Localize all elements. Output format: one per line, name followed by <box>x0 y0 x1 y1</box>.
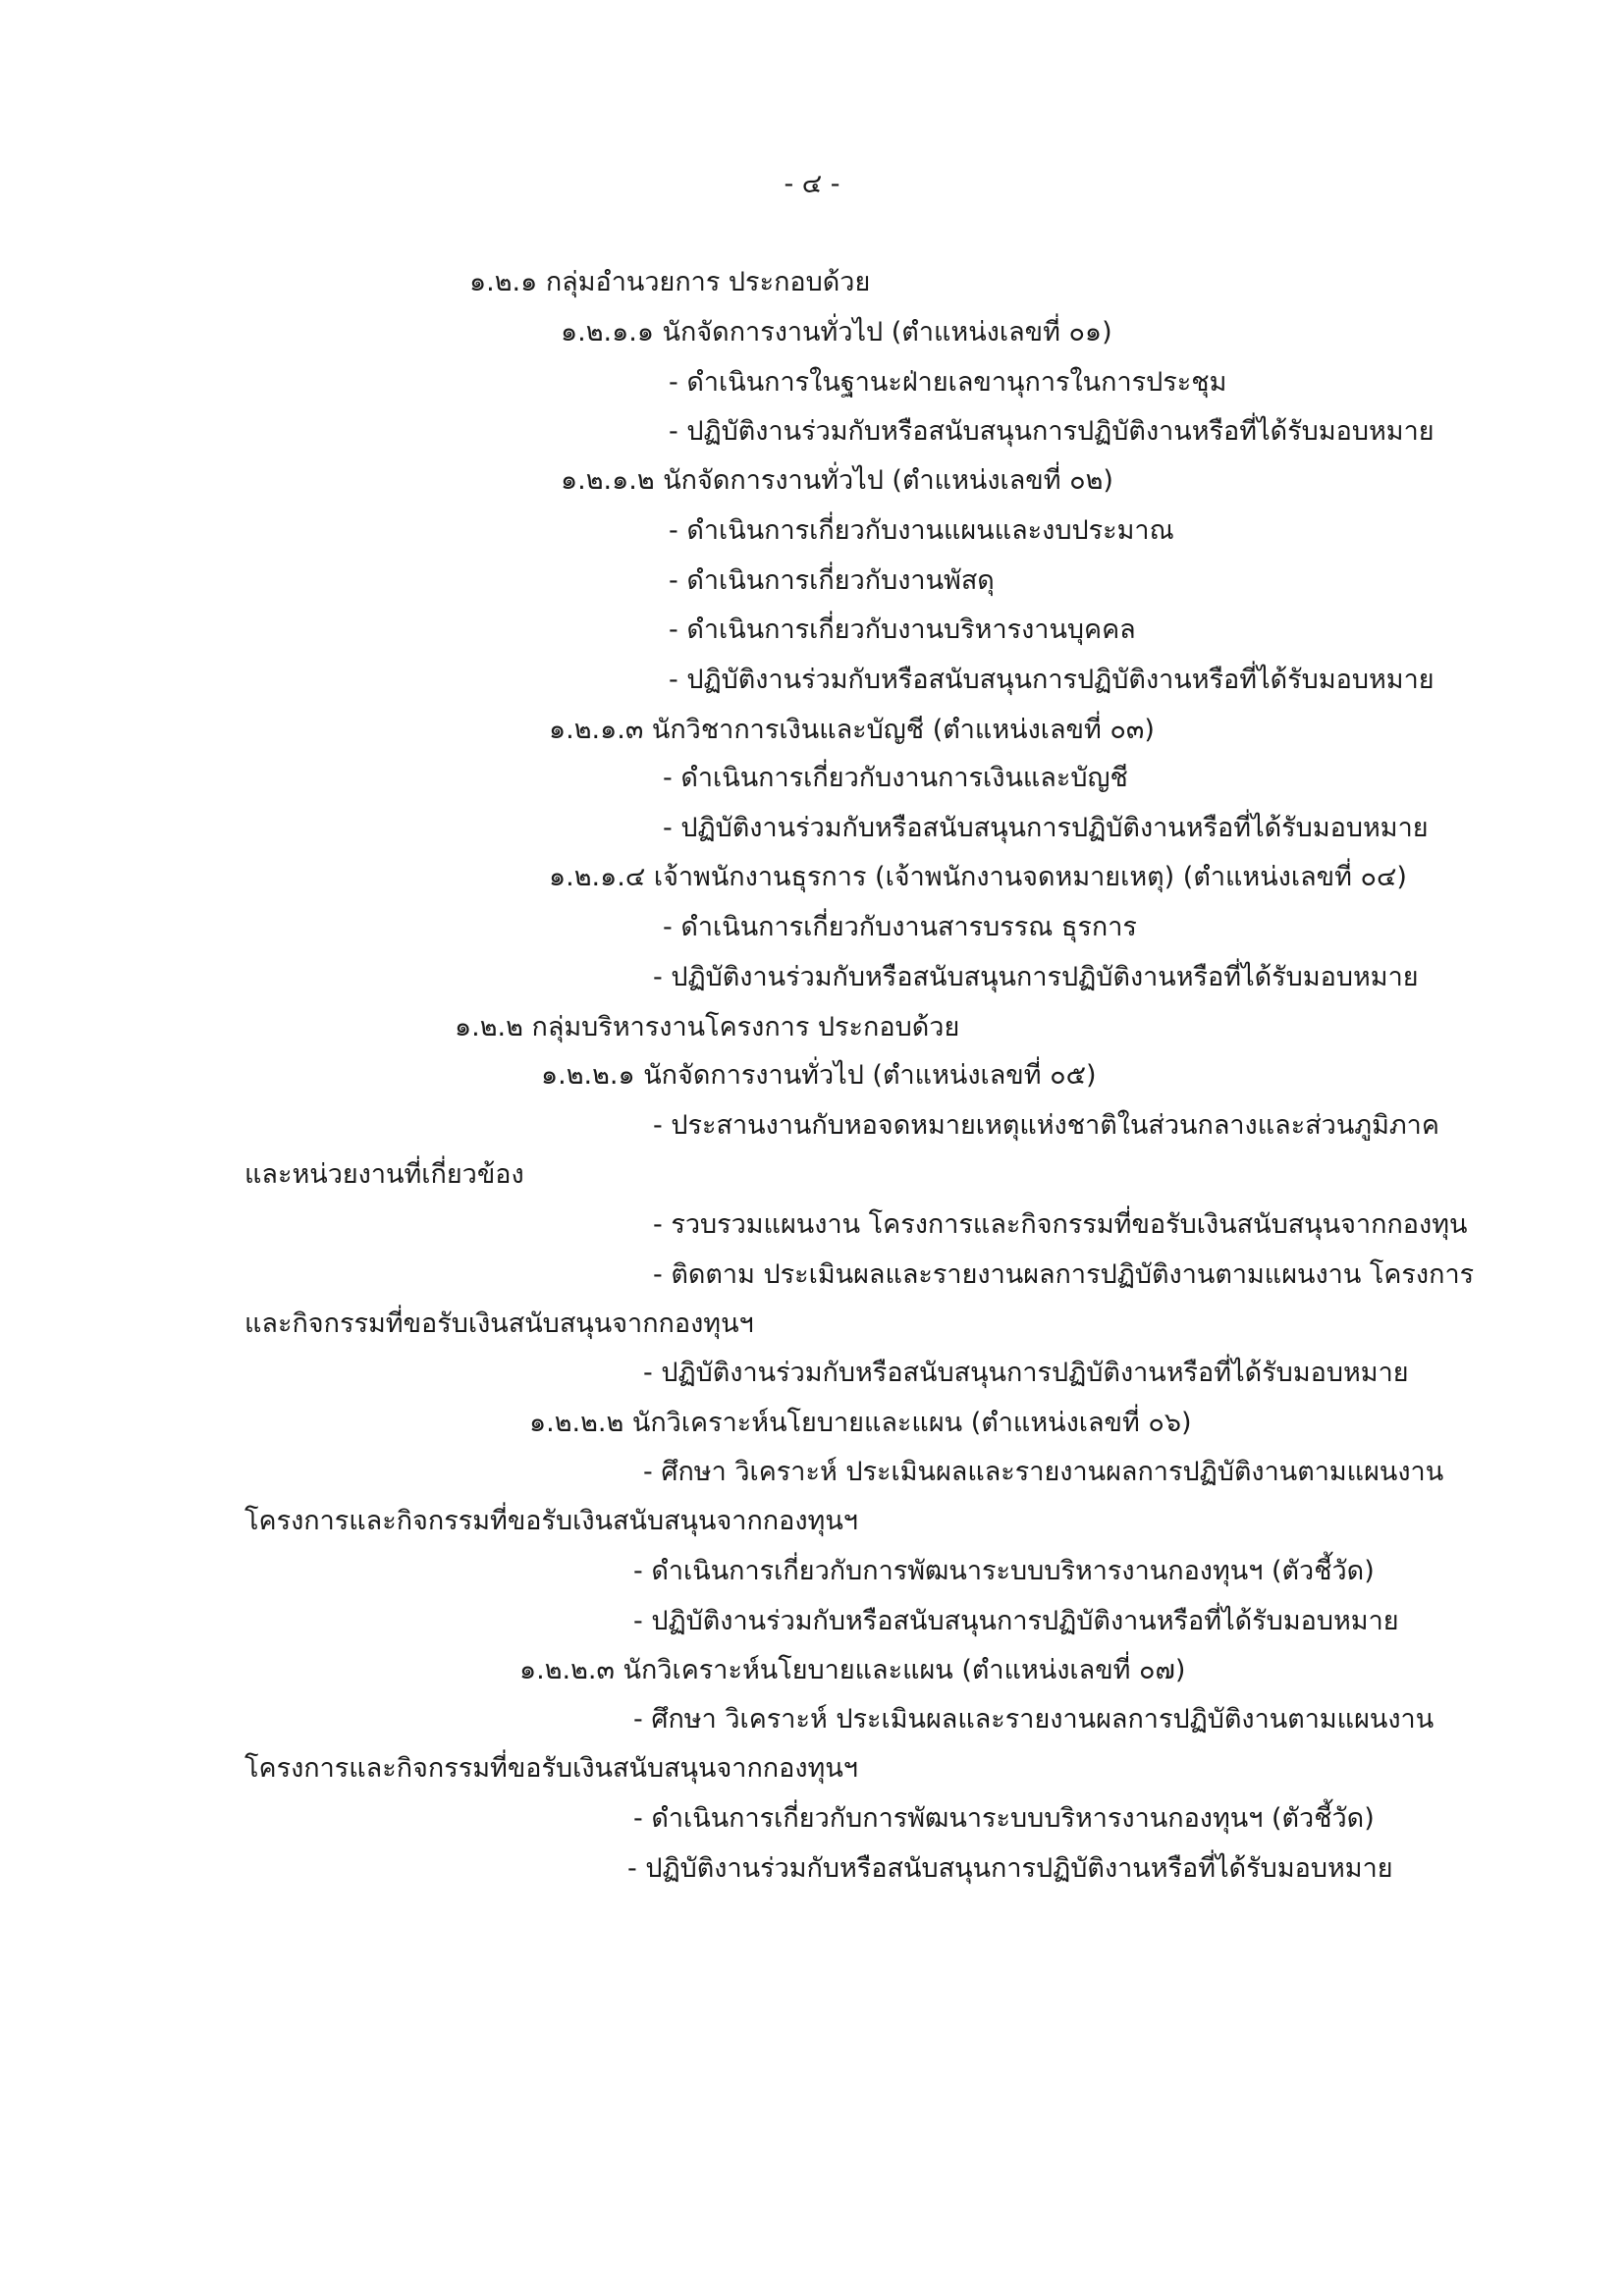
duty-item: - ดำเนินการเกี่ยวกับงานการเงินและบัญชี <box>663 763 1128 793</box>
duty-item: - ดำเนินการเกี่ยวกับการพัฒนาระบบบริหารงานกองทุนฯ (ตัวชี้วัด) <box>633 1803 1375 1834</box>
page-number: - ๔ - <box>784 169 840 199</box>
duty-item: - ปฏิบัติงานร่วมกับหรือสนับสนุนการปฏิบัติงานหรือที่ได้รับมอบหมาย <box>669 416 1435 447</box>
position-heading: ๑.๒.๑.๑ นักจัดการงานทั่วไป (ตำแหน่งเลขที่ ๐๑) <box>561 317 1112 347</box>
duty-item: - ปฏิบัติงานร่วมกับหรือสนับสนุนการปฏิบัติงานหรือที่ได้รับมอบหมาย <box>653 962 1419 992</box>
duty-item-continuation: และหน่วยงานที่เกี่ยวข้อง <box>244 1159 524 1190</box>
duty-item: - ดำเนินการเกี่ยวกับงานบริหารงานบุคคล <box>669 614 1136 645</box>
duty-item: - ปฏิบัติงานร่วมกับหรือสนับสนุนการปฏิบัติงานหรือที่ได้รับมอบหมาย <box>669 665 1435 695</box>
position-heading: ๑.๒.๑.๔ เจ้าพนักงานธุรการ (เจ้าพนักงานจดหมายเหตุ) (ตำแหน่งเลขที่ ๐๔) <box>549 862 1407 892</box>
duty-item: - ดำเนินการเกี่ยวกับงานสารบรรณ ธุรการ <box>663 912 1137 942</box>
duty-item: - ปฏิบัติงานร่วมกับหรือสนับสนุนการปฏิบัติงานหรือที่ได้รับมอบหมาย <box>633 1606 1399 1636</box>
duty-item: - ดำเนินการเกี่ยวกับงานแผนและงบประมาณ <box>669 515 1174 546</box>
duty-item: - ปฏิบัติงานร่วมกับหรือสนับสนุนการปฏิบัติงานหรือที่ได้รับมอบหมาย <box>663 813 1429 843</box>
section-heading: ๑.๒.๑ กลุ่มอำนวยการ ประกอบด้วย <box>469 267 871 297</box>
section-heading: ๑.๒.๒ กลุ่มบริหารงานโครงการ ประกอบด้วย <box>455 1012 960 1042</box>
position-heading: ๑.๒.๒.๒ นักวิเคราะห์นโยบายและแผน (ตำแหน่งเลขที่ ๐๖) <box>529 1408 1192 1438</box>
position-heading: ๑.๒.๒.๑ นักจัดการงานทั่วไป (ตำแหน่งเลขที่ ๐๕) <box>541 1060 1097 1091</box>
duty-item-continuation: โครงการและกิจกรรมที่ขอรับเงินสนับสนุนจากกองทุนฯ <box>244 1753 858 1784</box>
duty-item: - ประสานงานกับหอจดหมายเหตุแห่งชาติในส่วนกลางและส่วนภูมิภาค <box>653 1110 1439 1141</box>
position-heading: ๑.๒.๑.๓ นักวิชาการเงินและบัญชี (ตำแหน่งเลขที่ ๐๓) <box>549 715 1155 745</box>
duty-item: - ปฏิบัติงานร่วมกับหรือสนับสนุนการปฏิบัติงานหรือที่ได้รับมอบหมาย <box>643 1358 1409 1388</box>
duty-item: - ดำเนินการเกี่ยวกับงานพัสดุ <box>669 565 995 596</box>
duty-item-continuation: และกิจกรรมที่ขอรับเงินสนับสนุนจากกองทุนฯ <box>244 1308 754 1339</box>
position-heading: ๑.๒.๑.๒ นักจัดการงานทั่วไป (ตำแหน่งเลขที่ ๐๒) <box>561 465 1113 496</box>
duty-item: - ติดตาม ประเมินผลและรายงานผลการปฏิบัติงานตามแผนงาน โครงการ <box>653 1259 1475 1290</box>
duty-item: - ดำเนินการในฐานะฝ่ายเลขานุการในการประชุม <box>669 367 1227 398</box>
duty-item: - ปฏิบัติงานร่วมกับหรือสนับสนุนการปฏิบัติงานหรือที่ได้รับมอบหมาย <box>627 1853 1393 1884</box>
duty-item-continuation: โครงการและกิจกรรมที่ขอรับเงินสนับสนุนจากกองทุนฯ <box>244 1506 858 1536</box>
duty-item: - ศึกษา วิเคราะห์ ประเมินผลและรายงานผลการปฏิบัติงานตามแผนงาน <box>643 1457 1444 1487</box>
duty-item: - รวบรวมแผนงาน โครงการและกิจกรรมที่ขอรับเงินสนับสนุนจากกองทุน <box>653 1209 1468 1240</box>
duty-item: - ศึกษา วิเคราะห์ ประเมินผลและรายงานผลการปฏิบัติงานตามแผนงาน <box>633 1704 1435 1735</box>
duty-item: - ดำเนินการเกี่ยวกับการพัฒนาระบบบริหารงานกองทุนฯ (ตัวชี้วัด) <box>633 1556 1375 1586</box>
position-heading: ๑.๒.๒.๓ นักวิเคราะห์นโยบายและแผน (ตำแหน่งเลขที่ ๐๗) <box>519 1655 1186 1685</box>
